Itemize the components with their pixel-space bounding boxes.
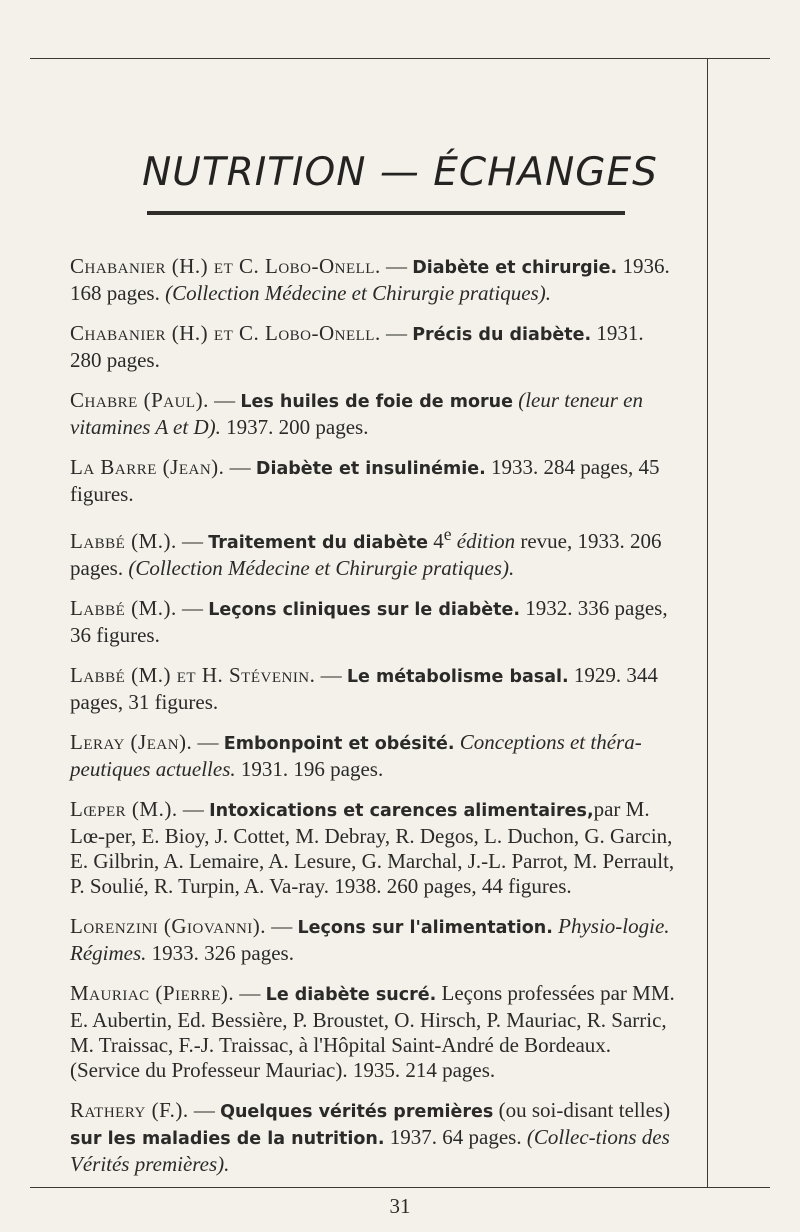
entry-series: (Collection Médecine et Chirurgie pratiques). [165, 281, 551, 305]
entry-author: Leray (Jean). [70, 730, 193, 754]
entry-title: Quelques vérités premières [220, 1102, 494, 1122]
entry-author: Labbé (M.). [70, 596, 177, 620]
entry-title-cont: sur les maladies de la nutrition. [70, 1129, 385, 1149]
entry-title: Embonpoint et obésité. [223, 734, 455, 754]
list-item: Leray (Jean). — Embonpoint et obésité. Conceptions et théra-peutiques actuelles. 1931. 196 pages. [70, 730, 642, 781]
entry-title: Le métabolisme basal. [346, 667, 569, 687]
list-item: Chabanier (H.) et C. Lobo-Onell. — Précis du diabète. 1931. 280 pages. [70, 321, 644, 372]
frame-top-rule [30, 58, 770, 59]
list-item: Labbé (M.). — Traitement du diabète 4e édition revue, 1933. 206 pages. (Collection Médecine et Chirurgie pratiques). [70, 524, 662, 580]
bibliography-list [70, 254, 680, 1192]
list-item: Mauriac (Pierre). — Le diabète sucré. Leçons professées par MM. E. Aubertin, Ed. Bessière, P. Broustet, O. Hirsch, P. Mauriac, R. Sarric, M. Traissac, F.-J. Traissac, à l'Hôpital Saint-André de Bordeaux. (Service du Professeur Mauriac). 1935. 214 pages. [70, 981, 675, 1082]
list-item: Lœper (M.). — Intoxications et carences alimentaires,par M. Lœ-per, E. Bioy, J. Cottet, M. Debray, R. Degos, L. Duchon, G. Garcin, E. Gilbrin, A. Lemaire, A. Lesure, G. Marchal, J.-L. Parrot, M. Perrault, P. Soulié, R. Turpin, A. Va-ray. 1938. 260 pages, 44 figures. [70, 797, 675, 898]
entry-title: Diabète et chirurgie. [412, 258, 618, 278]
entry-author: Rathery (F.). [70, 1098, 189, 1122]
list-item: Rathery (F.). — Quelques vérités premières (ou soi-disant telles) sur les maladies de la nutrition. 1937. 64 pages. (Collec-tions des Vérités premières). [70, 1098, 671, 1176]
entry-author: Lœper (M.). [70, 797, 178, 821]
list-item: Chabanier (H.) et C. Lobo-Onell. — Diabète et chirurgie. 1936. 168 pages. (Collection Médecine et Chirurgie pratiques). [70, 254, 670, 305]
entry-author: Mauriac (Pierre). [70, 981, 235, 1005]
list-item: La Barre (Jean). — Diabète et insulinémie. 1933. 284 pages, 45 figures. [70, 455, 660, 506]
entry-title: Précis du diabète. [412, 325, 592, 345]
entry-author: Lorenzini (Giovanni). [70, 914, 267, 938]
entry-series: (Collec-tions des Vérités premières). [70, 1125, 670, 1176]
entry-title: Intoxications et carences alimentaires, [209, 801, 594, 821]
entry-subtitle: Physio-logie. Régimes. [70, 914, 670, 965]
entry-author: Labbé (M.). [70, 529, 177, 553]
entry-author: Labbé (M.) et H. Stévenin. [70, 663, 316, 687]
page-number: 31 [389, 1194, 411, 1218]
list-item: Labbé (M.). — Leçons cliniques sur le diabète. 1932. 336 pages, 36 figures. [70, 596, 668, 647]
entry-subtitle: Conceptions et théra-peutiques actuelles. [70, 730, 642, 781]
entry-author: La Barre (Jean). [70, 455, 225, 479]
entry-edition: édition [451, 529, 516, 553]
list-item: Lorenzini (Giovanni). — Leçons sur l'alimentation. Physio-logie. Régimes. 1933. 326 pages. [70, 914, 670, 965]
entry-title: Leçons cliniques sur le diabète. [208, 600, 520, 620]
page-title: NUTRITION — ÉCHANGES [142, 150, 658, 195]
entry-title: Leçons sur l'alimentation. [297, 918, 553, 938]
frame-right-rule [707, 58, 708, 1188]
entry-series: (Collection Médecine et Chirurgie pratiques). [128, 556, 515, 580]
list-item: Chabre (Paul). — Les huiles de foie de morue (leur teneur en vitamines A et D). 1937. 200 pages. [70, 388, 643, 439]
entry-subtitle: (leur teneur en vitamines A et D). [70, 388, 643, 439]
entry-author: Chabre (Paul). [70, 388, 209, 412]
entry-author: Chabanier (H.) et C. Lobo-Onell. [70, 254, 381, 278]
list-item: Labbé (M.) et H. Stévenin. — Le métabolisme basal. 1929. 344 pages, 31 figures. [70, 663, 658, 714]
title-underline [147, 211, 625, 215]
entry-title: Le diabète sucré. [265, 985, 437, 1005]
entry-title: Diabète et insulinémie. [255, 459, 486, 479]
entry-author: Chabanier (H.) et C. Lobo-Onell. [70, 321, 381, 345]
entry-title: Les huiles de foie de morue [240, 392, 513, 412]
entry-title: Traitement du diabète [208, 533, 428, 553]
